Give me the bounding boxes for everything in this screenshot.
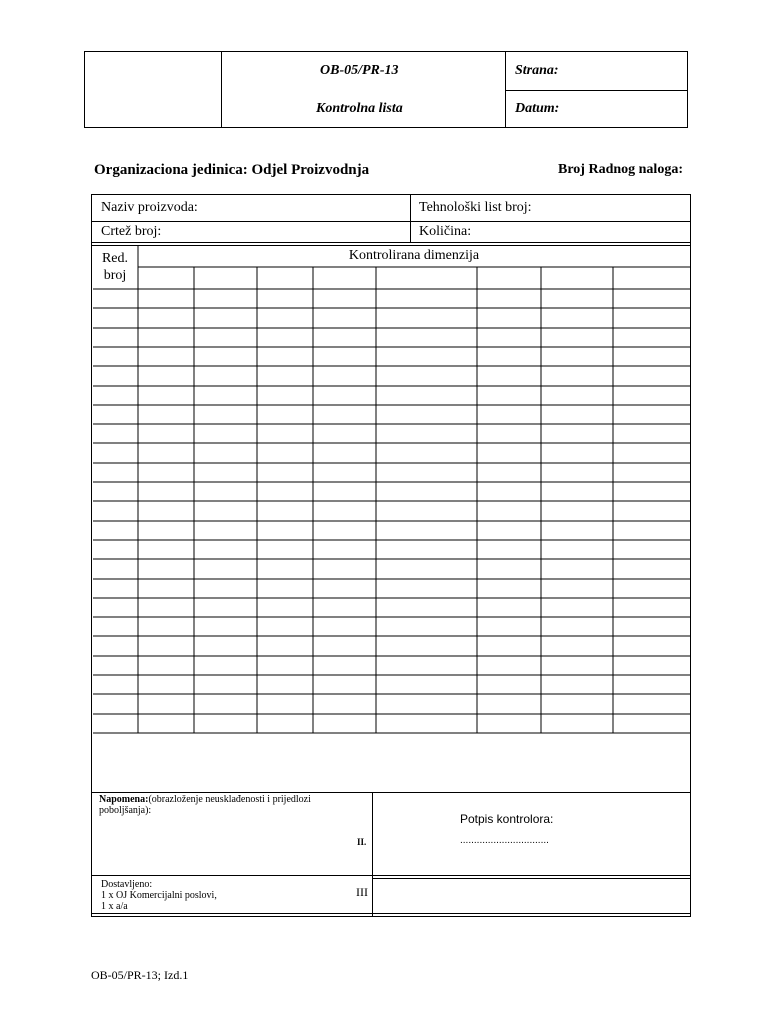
form-divider — [372, 792, 373, 916]
drawing-number-field: Crtež broj: — [101, 224, 162, 239]
note-text: (obrazloženje neusklađenosti i prijedlozi poboljšanja): — [99, 794, 311, 816]
document-name: Kontrolna lista — [316, 101, 403, 116]
signature-line: ................................ — [460, 835, 549, 846]
page-label: Strana: — [515, 63, 559, 78]
delivery-recipient: 1 x OJ Komercijalni poslovi, — [101, 890, 217, 901]
org-unit-title: Organizaciona jedinica: Odjel Proizvodnja — [94, 162, 370, 178]
signature-label: Potpis kontrolora: — [460, 812, 554, 826]
section-two-marker: II. — [357, 837, 367, 847]
header-divider — [505, 90, 687, 91]
form-divider — [92, 913, 690, 914]
date-label: Datum: — [515, 101, 560, 116]
work-order-label: Broj Radnog naloga: — [558, 162, 683, 177]
delivery-label: Dostavljeno: — [101, 879, 153, 890]
tech-sheet-field: Tehnološki list broj: — [419, 200, 532, 215]
header-divider — [221, 52, 222, 127]
note-label: Napomena: — [99, 794, 149, 805]
section-three-marker: III — [356, 885, 368, 899]
document-header — [84, 51, 688, 128]
form-divider — [92, 792, 690, 793]
delivery-list — [101, 879, 217, 912]
controlled-dimension-header: Kontrolirana dimenzija — [348, 248, 480, 263]
control-list-form — [91, 194, 691, 917]
document-code: OB-05/PR-13 — [320, 63, 399, 78]
form-divider — [92, 875, 690, 876]
row-number-header-line2: broj — [103, 268, 127, 283]
quantity-field: Količina: — [419, 224, 472, 239]
product-name-field: Naziv proizvoda: — [101, 200, 198, 215]
row-number-header-line1: Red. — [101, 251, 129, 266]
page-footer: OB-05/PR-13; Izd.1 — [91, 968, 189, 982]
note-section — [99, 794, 359, 816]
delivery-recipient: 1 x a/a — [101, 901, 128, 912]
form-divider — [372, 878, 690, 879]
